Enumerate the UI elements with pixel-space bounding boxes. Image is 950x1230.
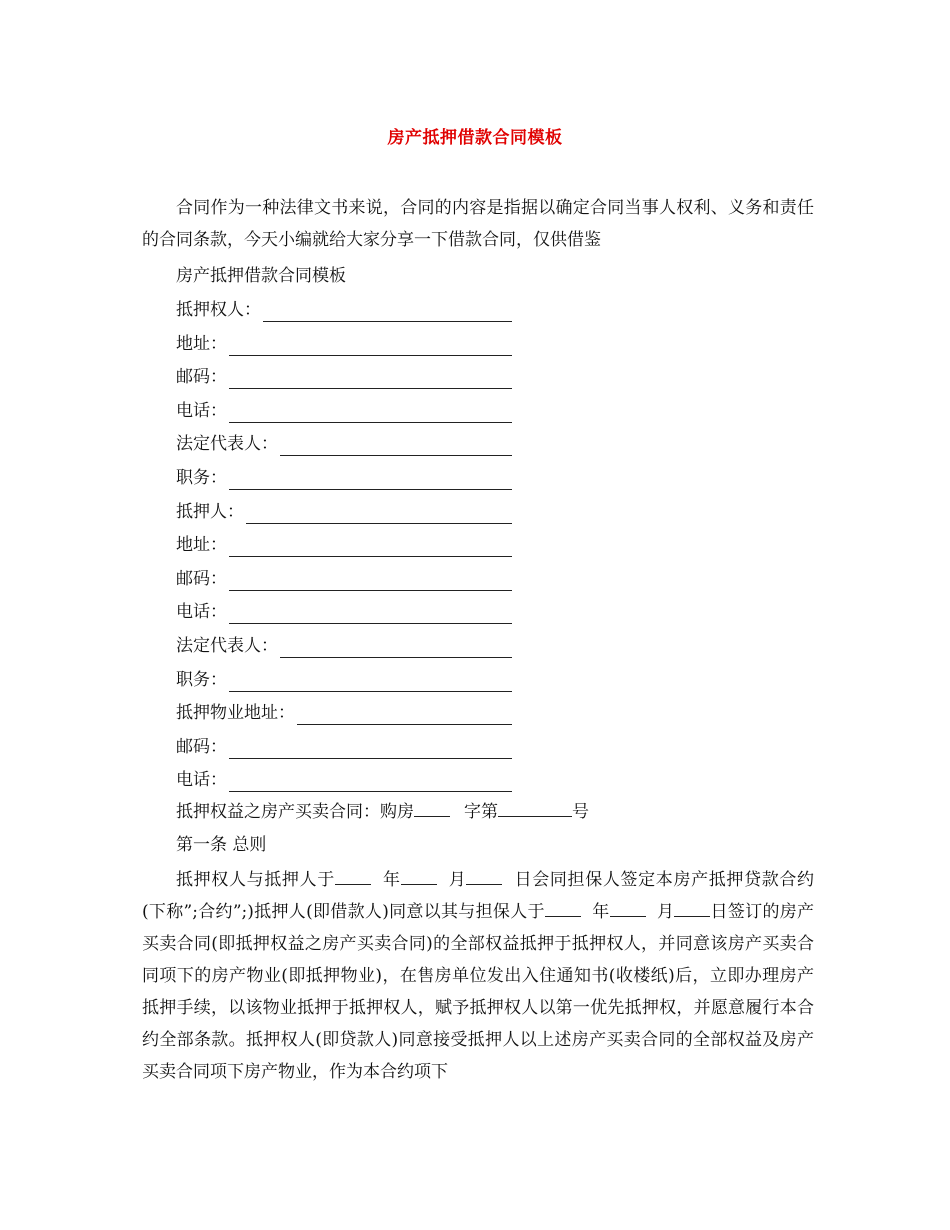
intro-paragraph: 合同作为一种法律文书来说，合同的内容是指据以确定合同当事人权利、义务和责任的合同条款，今天小编就给大家分享一下借款合同，仅供借鉴: [142, 198, 814, 250]
contract-prefix: 抵押权益之房产买卖合同：购房: [176, 802, 414, 822]
field-blank: [229, 674, 512, 692]
field-row: [176, 365, 512, 389]
blank-year-2: [545, 900, 581, 917]
article1-month-1: 月: [448, 870, 467, 890]
field-row: [176, 466, 512, 490]
field-row: [176, 600, 512, 624]
field-row: [176, 567, 512, 591]
field-blank: [263, 304, 512, 322]
field-row: [176, 399, 512, 423]
field-label: 抵押权人：: [176, 300, 261, 320]
document-title: 房产抵押借款合同模板: [387, 128, 563, 148]
field-label: 邮码：: [176, 367, 227, 388]
blank-year-1: [335, 868, 371, 885]
field-blank: [229, 338, 512, 356]
article1-heading: 第一条 总则: [176, 835, 267, 855]
field-blank: [229, 573, 512, 591]
field-label: 法定代表人：: [176, 434, 278, 455]
field-label: 抵押物业地址：: [176, 703, 295, 724]
field-blank: [229, 371, 512, 389]
field-row: [176, 668, 512, 692]
field-blank: [229, 405, 512, 423]
article1-paragraph: [142, 864, 814, 1088]
field-label: 电话：: [176, 602, 227, 623]
blank-month-1: [401, 868, 437, 885]
article1-month-2: 月: [656, 902, 675, 922]
blank-number: [498, 800, 572, 817]
article1-part1: 抵押权人与抵押人于: [176, 870, 335, 890]
blank-day-1: [466, 868, 502, 885]
contract-mid: 字第: [464, 802, 498, 822]
field-label: 邮码：: [176, 568, 227, 589]
field-row: [176, 332, 512, 356]
blank-day-2: [674, 900, 710, 917]
field-row: [176, 432, 512, 456]
field-label: 电话：: [176, 400, 227, 421]
field-blank: [229, 539, 512, 557]
contract-number-line: [176, 800, 589, 824]
field-blank: [280, 640, 512, 658]
field-label: 职务：: [176, 468, 227, 488]
article1-part2: 日会同担保人签定本房产抵押贷款合约(下称”;合约”;)抵押人(即借款人)同意以其与担保人于: [142, 870, 815, 922]
field-label: 邮码：: [176, 736, 227, 757]
field-blank: [280, 438, 512, 456]
article1-year-1: 年: [383, 870, 401, 890]
field-row: [176, 634, 512, 658]
field-label: 抵押人：: [176, 501, 244, 522]
field-blank: [229, 774, 512, 792]
field-blank: [229, 741, 512, 759]
article1-part3: 日签订的房产买卖合同(即抵押权益之房产买卖合同)的全部权益抵押于抵押权人，并同意该房产买卖合同项下的房产物业(即抵押物业)，在售房单位发出入住通知书(收楼纸)后，立即办理房产抵押手续，以该物业抵押于抵押权人，赋予抵押权人以第一优先抵押权，并愿意履行本合约全部条款。抵押权人(即贷款人)同意接受抵押人以上述房产买卖合同的全部权益及房产买卖合同项下房产物业，作为本合约项下: [142, 902, 815, 1082]
field-label: 地址：: [176, 535, 227, 556]
contract-subtitle: 房产抵押借款合同模板: [176, 266, 346, 286]
contract-suffix: 号: [572, 802, 589, 822]
field-row: [176, 768, 512, 792]
field-row: [176, 735, 512, 759]
field-row: [176, 298, 512, 322]
field-row: [176, 500, 512, 524]
field-label: 电话：: [176, 770, 227, 791]
field-blank: [229, 606, 512, 624]
field-label: 职务：: [176, 669, 227, 690]
blank-month-2: [610, 900, 646, 917]
field-blank: [297, 707, 512, 725]
field-row: [176, 533, 512, 557]
field-blank: [229, 472, 512, 490]
blank-purchase: [414, 800, 450, 817]
field-label: 地址：: [176, 333, 227, 354]
field-blank: [246, 506, 512, 524]
field-row: [176, 701, 512, 725]
article1-year-2: 年: [592, 902, 610, 922]
field-label: 法定代表人：: [176, 636, 278, 656]
